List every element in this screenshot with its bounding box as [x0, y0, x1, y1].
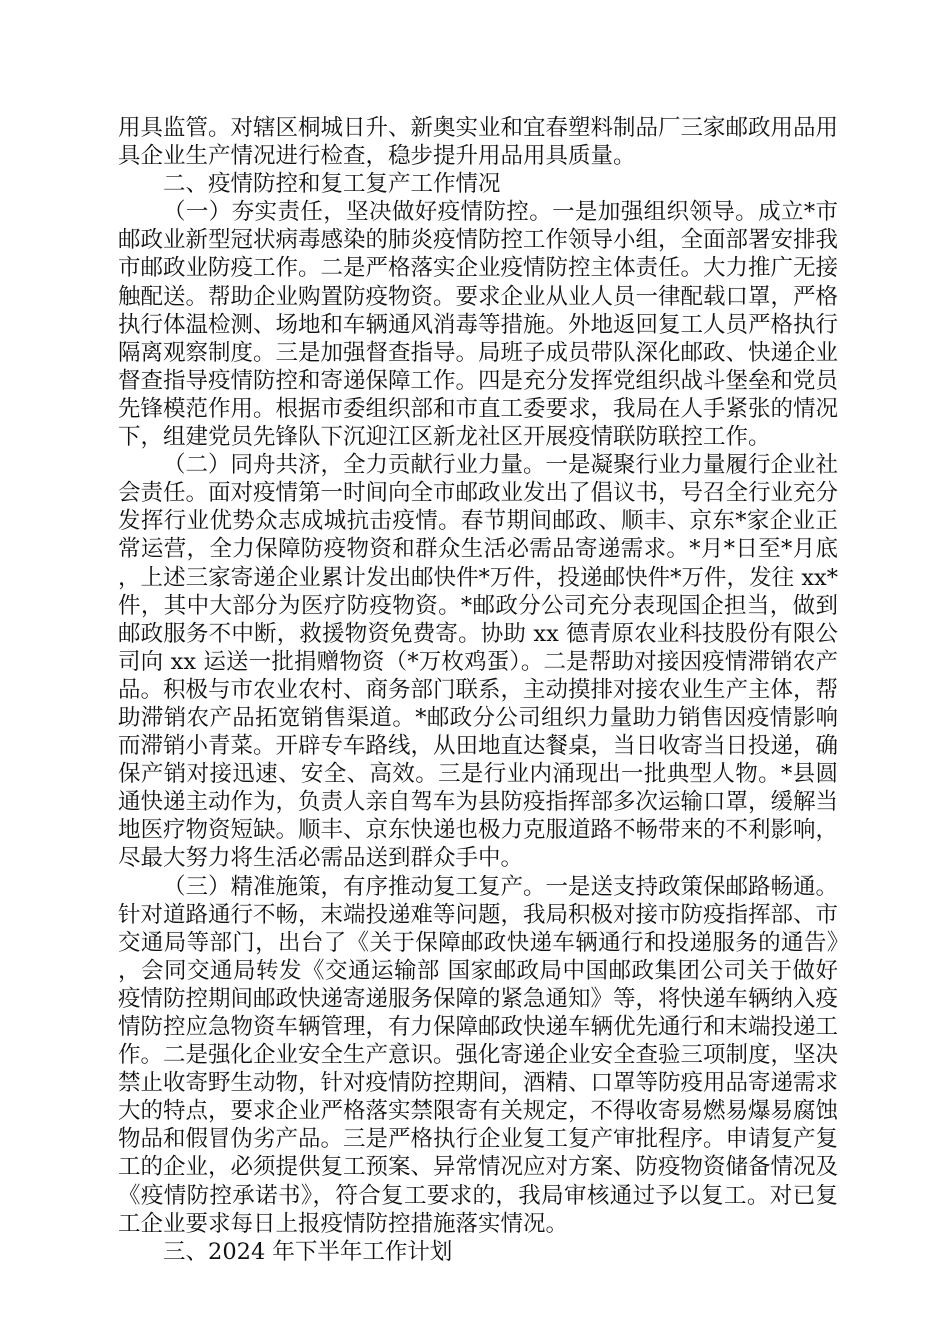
paragraph-industry-power: （二）同舟共济，全力贡献行业力量。一是凝聚行业力量履行企业社会责任。面对疫情第一时间向全市邮政业发出了倡议书，号召全行业充分发挥行业优势众志成城抗击疫情。春节期间邮政、顺丰、京东*家企业正常运营，全力保障防疫物资和群众生活必需品寄递需求。*月*日至*月底，上述三家寄递企业累计发出邮快件*万件，投递邮快件*万件，发往 xx*件，其中大部分为医疗防疫物资。*邮政分公司充分表现国企担当，做到邮政服务不中断，救援物资免费寄。协助 xx 德青原农业科技股份有限公司向 xx 运送一批捐赠物资（*万枚鸡蛋）。二是帮助对接因疫情滞销农产品。积极与市农业农村、商务部门联系，主动摸排对接农业生产主体，帮助滞销农产品拓宽销售渠道。*邮政分公司组织力量助力销售因疫情影响而滞销小青菜。开辟专车路线，从田地直达餐桌，当日收寄当日投递，确保产销对接迅速、安全、高效。三是行业内涌现出一批典型人物。*县圆通快递主动作为，负责人亲自驾车为县防疫指挥部多次运输口罩，缓解当地医疗物资短缺。顺丰、京东快递也极力克服道路不畅带来的不利影响，尽最大努力将生活必需品送到群众手中。	[118, 452, 839, 872]
paragraph-continuation: 用具监管。对辖区桐城日升、新奥实业和宜春塑料制品厂三家邮政用品用具企业生产情况进行检查，稳步提升用品用具质量。	[118, 115, 839, 170]
section-heading-2: 二、疫情防控和复工复产工作情况	[163, 171, 501, 198]
paragraph-resume-work: （三）精准施策，有序推动复工复产。一是送支持政策保邮路畅通。针对道路通行不畅，末端投递难等问题，我局积极对接市防疫指挥部、市交通局等部门，出台了《关于保障邮政快递车辆通行和投递服务的通告》，会同交通局转发《交通运输部 国家邮政局中国邮政集团公司关于做好疫情防控期间邮政快递寄递服务保障的紧急通知》等，将快递车辆纳入疫情防控应急物资车辆管理，有力保障邮政快递车辆优先通行和末端投递工作。二是强化企业安全生产意识。强化寄递企业安全查验三项制度，坚决禁止收寄野生动物，针对疫情防控期间，酒精、口罩等防疫用品寄递需求大的特点，要求企业严格落实禁限寄有关规定，不得收寄易燃易爆易腐蚀物品和假冒伪劣产品。三是严格执行企业复工复产审批程序。申请复产复工的企业，必须提供复工预案、异常情况应对方案、防疫物资储备情况及《疫情防控承诺书》，符合复工要求的，我局审核通过予以复工。对已复工企业要求每日上报疫情防控措施落实情况。	[118, 873, 839, 1237]
paragraph-responsibility: （一）夯实责任，坚决做好疫情防控。一是加强组织领导。成立*市邮政业新型冠状病毒感染的肺炎疫情防控工作领导小组，全面部署安排我市邮政业防疫工作。二是严格落实企业疫情防控主体责任。大力推广无接触配送。帮助企业购置防疫物资。要求企业从业人员一律配载口罩，严格执行体温检测、场地和车辆通风消毒等措施。外地返回复工人员严格执行隔离观察制度。三是加强督查指导。局班子成员带队深化邮政、快递企业督查指导疫情防控和寄递保障工作。四是充分发挥党组织战斗堡垒和党员先锋模范作用。根据市委组织部和市直工委要求，我局在人手紧张的情况下，组建党员先锋队下沉迎江区新龙社区开展疫情联防联控工作。	[118, 199, 839, 451]
section-heading-3: 三、2024 年下半年工作计划	[163, 1238, 453, 1265]
document-page	[118, 114, 838, 1266]
